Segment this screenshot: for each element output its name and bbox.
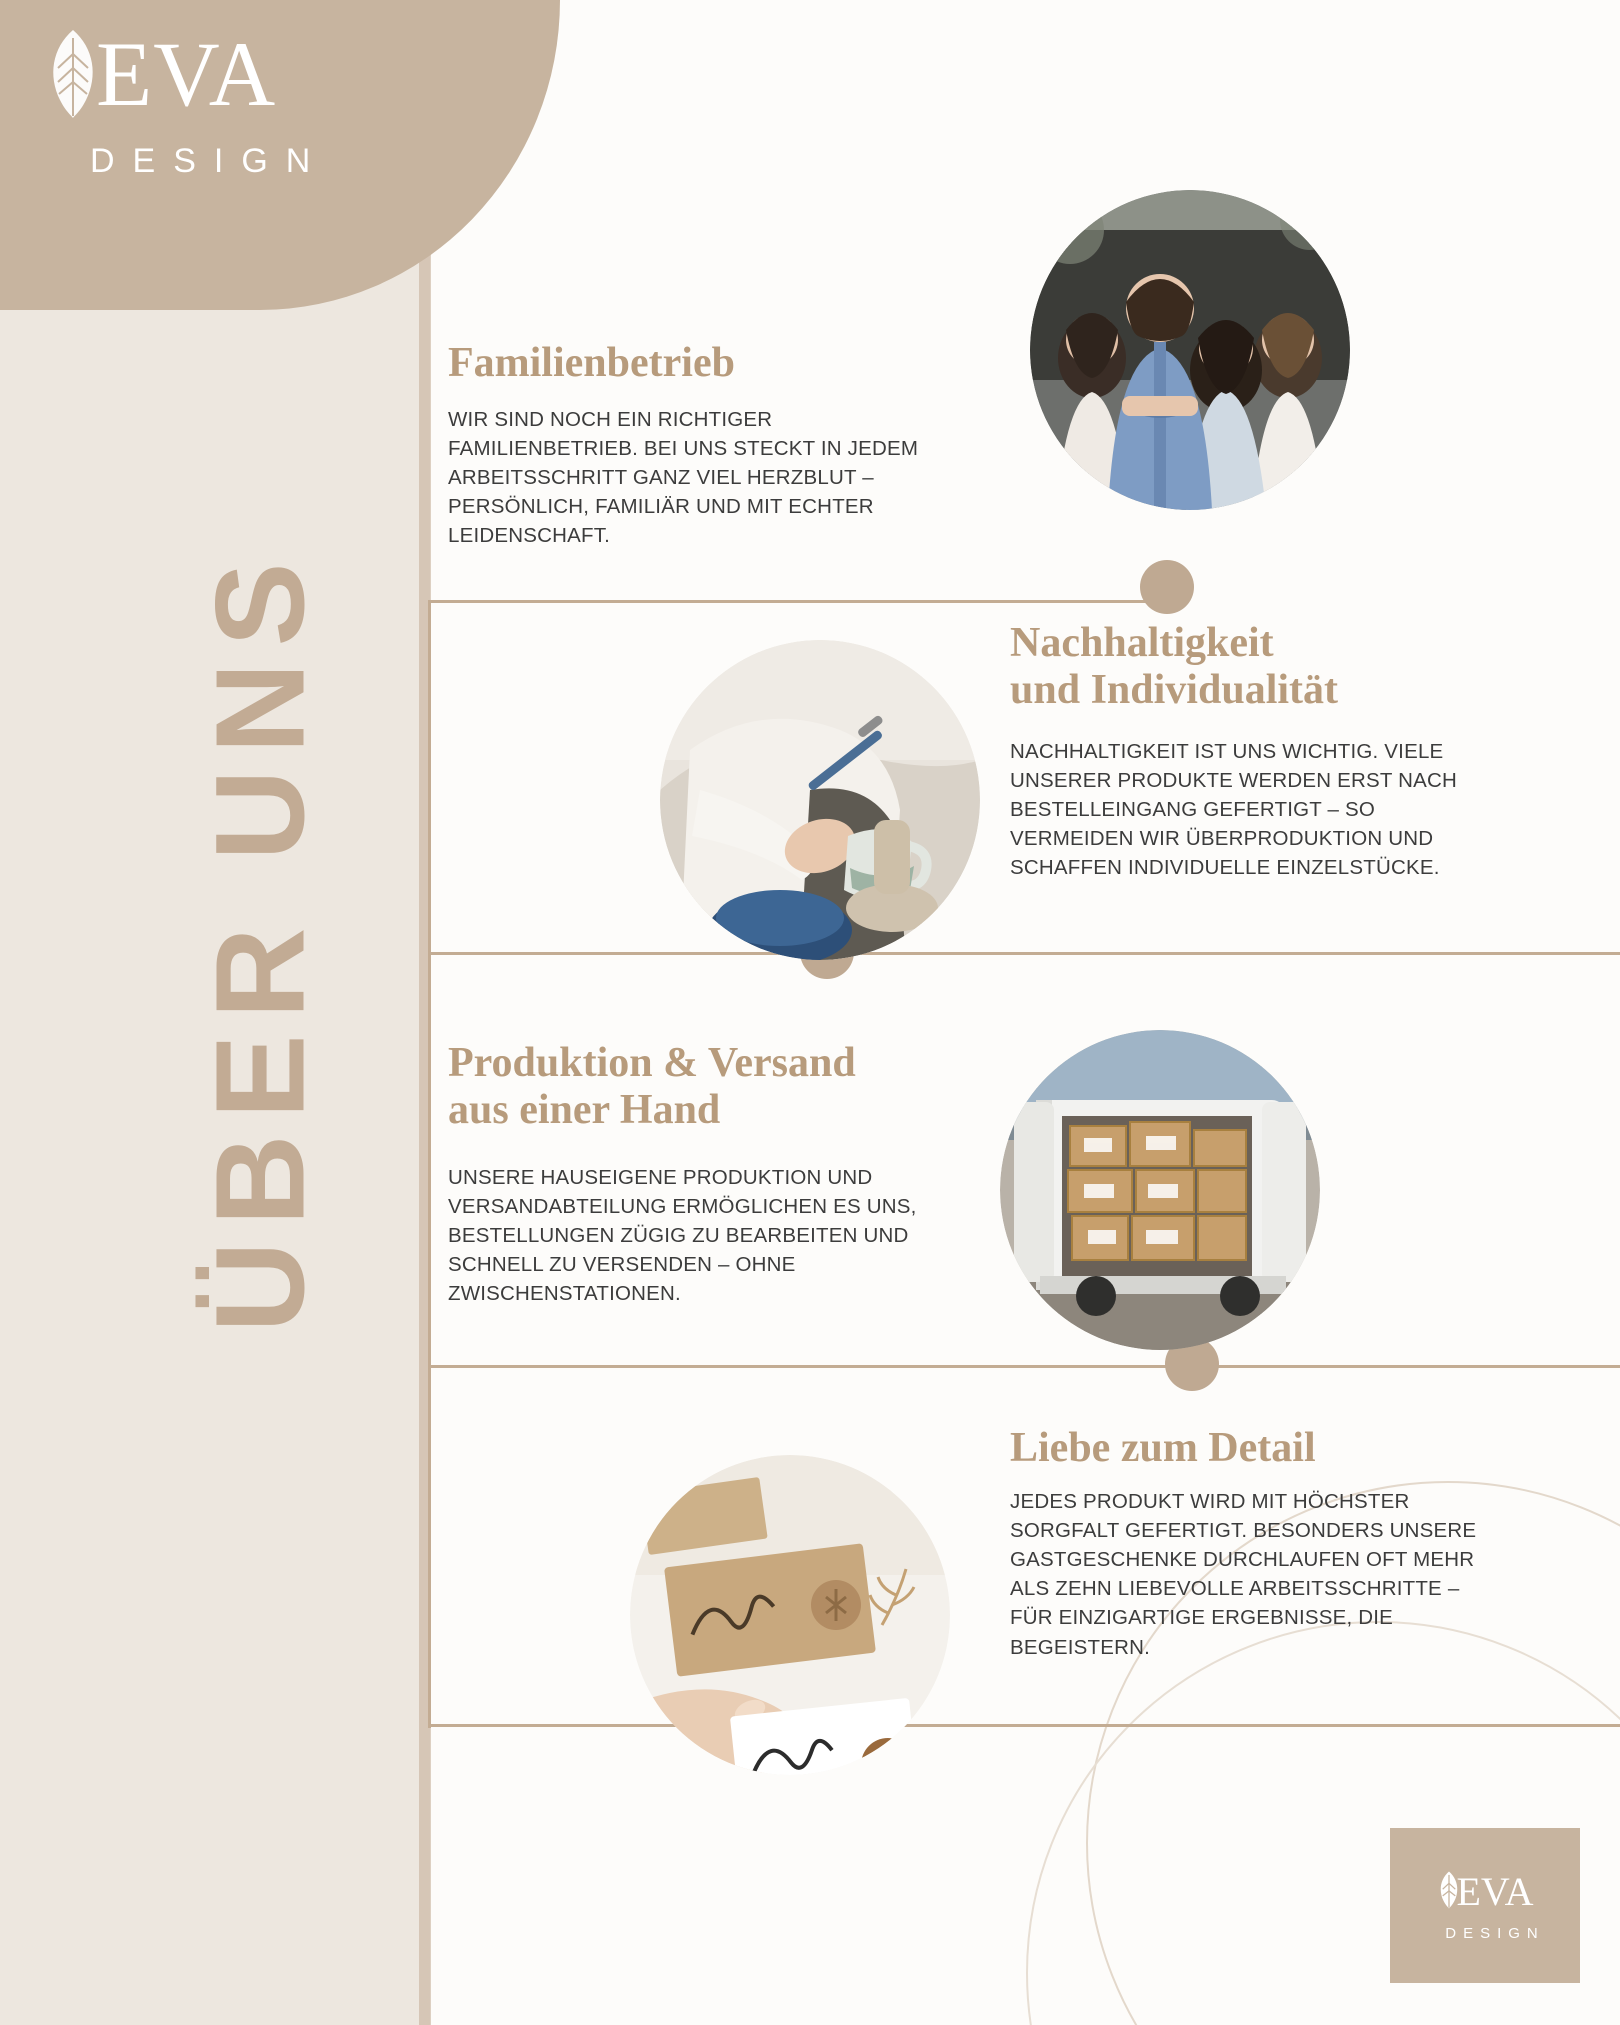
footer-brand-wordmark: EVA bbox=[1456, 1869, 1534, 1914]
team-portrait-photo bbox=[1030, 190, 1350, 510]
brand-tagline: DESIGN bbox=[90, 142, 329, 180]
brand-logo bbox=[42, 23, 422, 181]
section-title-line-1: Nachhaltigkeit bbox=[1010, 620, 1274, 666]
connector-spine bbox=[428, 600, 431, 1728]
place-cards-photo bbox=[630, 1455, 950, 1775]
connector-dot-1 bbox=[1140, 560, 1194, 614]
footer-brand-logo bbox=[1390, 1828, 1580, 1983]
brand-wordmark: EVA bbox=[96, 23, 277, 125]
pottery-painting-photo bbox=[660, 640, 980, 960]
section-body-familienbetrieb: WIR SIND NOCH EIN RICHTIGER FAMILIENBETRIEB. BEI UNS STECKT IN JEDEM ARBEITSSCHRITT GANZ VIEL HERZBLUT – PERSÖNLICH, FAMILIÄR UND MIT ECHTER LEIDENSCHAFT. bbox=[448, 408, 919, 548]
section-title-produktion bbox=[448, 1040, 856, 1134]
page-title: ÜBER UNS bbox=[189, 546, 331, 1333]
section-title-nachhaltigkeit bbox=[1010, 620, 1338, 714]
connector-line-4 bbox=[430, 1724, 1620, 1727]
section-title-detail: Liebe zum Detail bbox=[1010, 1425, 1316, 1471]
section-title-line-2: und Individualität bbox=[1010, 667, 1339, 714]
section-body-detail: JEDES PRODUKT WIRD MIT HÖCHSTER SORGFALT GEFERTIGT. BESONDERS UNSERE GASTGESCHENKE DURCHLAUFEN OFT MEHR ALS ZEHN LIEBEVOLLE ARBEITSSCHRITTE – FÜR EINZIGARTIGE ERGEBNISSE, DIE BEGEISTERN. bbox=[1010, 1490, 1477, 1659]
section-body-produktion: UNSERE HAUSEIGENE PRODUKTION UND VERSANDABTEILUNG ERMÖGLICHEN ES UNS, BESTELLUNGEN ZÜGIG ZU BEARBEITEN UND SCHNELL ZU VERSENDEN – OHNE ZWISCHENSTATIONEN. bbox=[448, 1166, 917, 1306]
section-body-nachhaltigkeit: NACHHALTIGKEIT IST UNS WICHTIG. VIELE UNSERER PRODUKTE WERDEN ERST NACH BESTELLEINGANG GEFERTIGT – SO VERMEIDEN WIR ÜBERPRODUKTION UND SCHAFFEN INDIVIDUELLE EINZELSTÜCKE. bbox=[1010, 740, 1458, 880]
section-title-line-2: aus einer Hand bbox=[448, 1087, 721, 1134]
section-title-familienbetrieb: Familienbetrieb bbox=[448, 340, 735, 386]
connector-line-2 bbox=[430, 952, 1620, 955]
section-title-line-1: Produktion & Versand bbox=[448, 1040, 856, 1086]
connector-line-1 bbox=[430, 600, 1170, 603]
connector-line-3 bbox=[430, 1365, 1620, 1368]
leaf-icon bbox=[42, 28, 104, 120]
footer-brand-tagline: DESIGN bbox=[1445, 1924, 1545, 1942]
delivery-van-photo bbox=[1000, 1030, 1320, 1350]
